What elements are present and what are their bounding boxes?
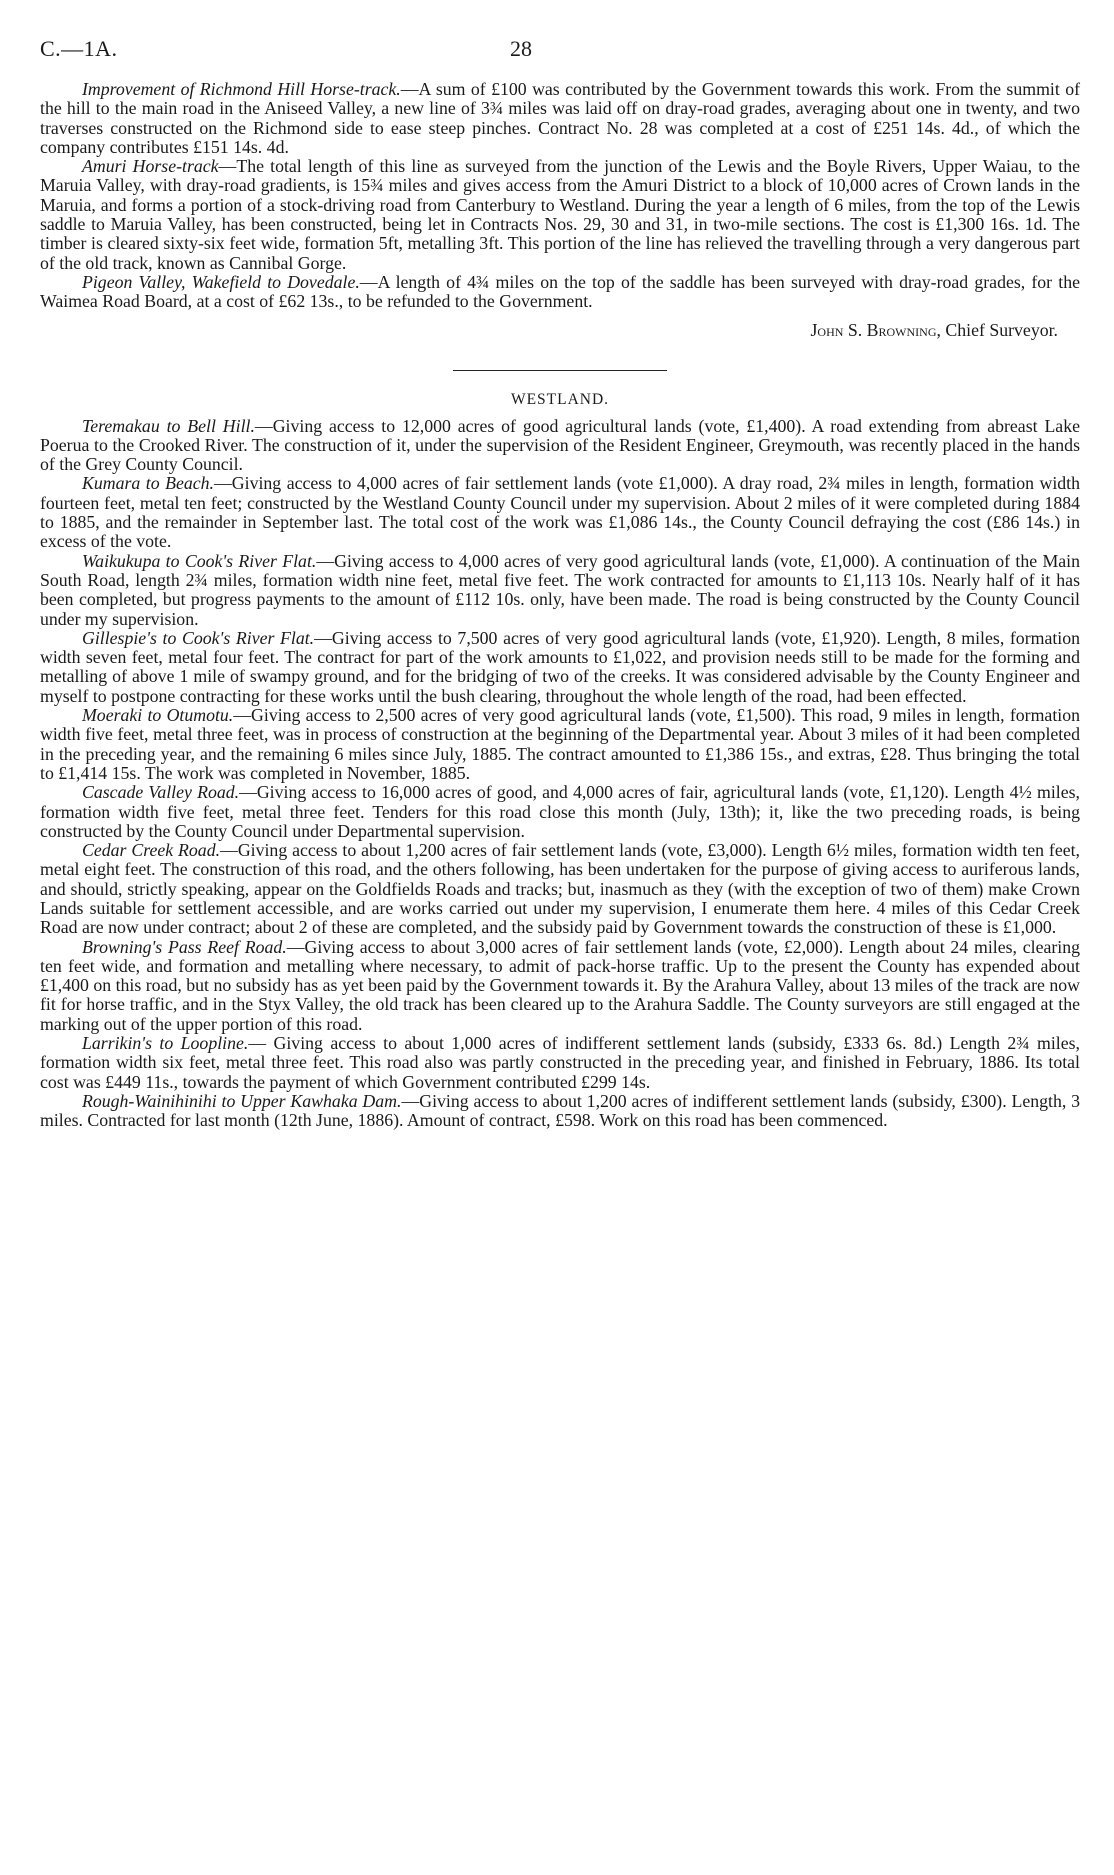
paragraph-title: Moeraki to Otumotu. [82, 705, 234, 726]
paragraph-title: Rough-Wainihinihi to Upper Kawhaka Dam. [82, 1090, 402, 1111]
page-header [40, 32, 1080, 80]
paragraph-moeraki [40, 706, 1080, 783]
paragraph-amuri [40, 157, 1080, 273]
page-number: 28 [510, 36, 532, 61]
paragraph-text: — Giving access to about 1,000 acres of indifferent settlement lands (subsidy, £333 6s. 8d.) Length 2¾ miles, formation width six feet, metal three feet. This road also was partly constructed in the preceding year, and finished in February, 1886. Its total cost was £449 11s., towards the payment of which Government contributed £299 14s. [40, 1033, 1080, 1092]
paragraph-text: —Giving access to 7,500 acres of very good agricultural lands (vote, £1,920). Length, 8 miles, formation width seven feet, metal four feet. The contract for part of the work amounts to £1,022, and provision needs still to be made for the forming and metalling of above 1 mile of swampy ground, and for the bridging of two of the creeks. It was considered advisable by the County Engineer and myself to postpone contracting for these works until the bush clearing, throughout the whole length of the road, had been effected. [40, 627, 1081, 706]
paragraph-rough-wainihinihi [40, 1092, 1080, 1131]
paragraph-title: Pigeon Valley, Wakefield to Dovedale. [82, 271, 360, 292]
paragraph-title: Larrikin's to Loopline. [82, 1033, 249, 1054]
paragraph-title: Kumara to Beach. [82, 473, 215, 494]
paragraph-text: —Giving access to 4,000 acres of very good agricultural lands (vote, £1,000). A continuation of the Main South Road, length 2¾ miles, formation width nine feet, metal five feet. The work contracted for amounts to £1,113 10s. Nearly half of it has been completed, but progress payments to the amount of £112 10s. only, have been made. The road is being constructed by the County Council under my supervision. [40, 550, 1080, 629]
paragraph-pigeon-valley [40, 273, 1080, 312]
paragraph-text: —Giving access to 12,000 acres of good agricultural lands (vote, £1,400). A road extending from abreast Lake Poerua to the Crooked River. The construction of it, under the supervision of the Resident Engineer, Greymouth, was recently placed in the hands of the Grey County Council. [40, 415, 1080, 475]
paragraph-title: Improvement of Richmond Hill Horse-track. [82, 79, 401, 99]
paragraph-text: —A length of 4¾ miles on the top of the saddle has been surveyed with dray-road grades, for the Waimea Road Board, at a cost of £62 13s., to be refunded to the Government. [40, 271, 1080, 312]
document-reference: C.—1A. [40, 36, 118, 61]
paragraph-title: Teremakau to Bell Hill. [82, 415, 255, 436]
paragraph-title: Waikukupa to Cook's River Flat. [82, 550, 317, 571]
paragraph-cascade-valley [40, 783, 1080, 841]
paragraph-richmond-hill [40, 80, 1080, 157]
paragraph-teremakau [40, 417, 1080, 475]
section-divider [453, 370, 667, 371]
paragraph-larrikins [40, 1034, 1080, 1092]
paragraph-gillespies [40, 629, 1080, 706]
paragraph-title: Gillespie's to Cook's River Flat. [82, 627, 315, 648]
paragraph-title: Cedar Creek Road. [82, 840, 221, 861]
paragraph-text: —Giving access to about 3,000 acres of fair settlement lands (vote, £2,000). Length about 24 miles, clearing ten feet wide, and formation and metalling where necessary, to admit of pack-horse traffic. Up to the present the County has expended about £1,400 on this road, but no subsidy has as yet been paid by the Government towards it. By the Arahura Valley, about 13 miles of the track are now fit for horse traffic, and in the Styx Valley, the old track has been cleared up to the Arahura Saddle. The County surveyors are still engaged at the marking out of the upper portion of this road. [40, 936, 1080, 1034]
section-heading-westland: WESTLAND. [510, 390, 610, 408]
paragraph-title: Browning's Pass Reef Road. [82, 936, 287, 957]
paragraph-text: —Giving access to 2,500 acres of very good agricultural lands (vote, £1,500). This road, 9 miles in length, formation width five feet, metal three feet, was in process of construction at the beginning of the Departmental year. About 3 miles of it had been completed in the preceding year, and the remaining 6 miles since July, 1885. The contract amounted to £1,386 15s., and extras, £28. Thus bringing the total to £1,414 15s. The work was completed in November, 1885. [40, 705, 1080, 783]
paragraph-kumara [40, 474, 1080, 551]
paragraph-title: Amuri Horse-track [82, 156, 219, 177]
signature-name: John S. Browning [810, 319, 937, 340]
paragraph-text: —Giving access to 4,000 acres of fair settlement lands (vote £1,000). A dray road, 2¾ miles in length, formation width fourteen feet, metal ten feet; constructed by the Westland County Council under my supervision. About 2 miles of it were completed during 1884 to 1885, and the remainder in September last. The total cost of the work was £1,086 14s., the County Council defraying the cost (£86 14s.) in excess of the vote. [40, 473, 1081, 552]
paragraph-text: —Giving access to about 1,200 acres of fair settlement lands (vote, £3,000). Length 6½ miles, formation width ten feet, metal eight feet. The construction of this road, and the others following, has been undertaken for the purpose of giving access to auriferous lands, and should, strictly speaking, appear on the Goldfields Roads and tracks; but, inasmuch as they (with the exception of two of them) make Crown Lands suitable for settlement accessible, and are works carried out under my supervision, I enumerate them here. 4 miles of this Cedar Creek Road are now under contract; about 2 of these are completed, and the subsidy paid by Government towards the construction of these is £1,000. [40, 840, 1080, 938]
paragraph-title: Cascade Valley Road. [82, 782, 240, 803]
paragraph-text: —The total length of this line as surveyed from the junction of the Lewis and the Boyle Rivers, Upper Waiau, to the Maruia Valley, with dray-road gradients, is 15¾ miles and gives access from the Amuri District to a block of 10,000 acres of Crown lands in the Maruia, and forms a portion of a stock-driving road from Canterbury to Westland. During the year a length of 6 miles, from the top of the Lewis saddle to Maruia Valley, has been constructed, being let in Contracts Nos. 29, 30 and 31, in two-mile sections. The cost is £1,300 16s. 1d. The timber is cleared sixty-six feet wide, formation 5ft, metalling 3ft. This portion of the line has relieved the travelling through a very dangerous part of the old track, known as Cannibal Gorge. [40, 156, 1080, 273]
signature-title: , Chief Surveyor. [936, 319, 1058, 340]
paragraph-text: —Giving access to 16,000 acres of good, and 4,000 acres of fair, agricultural lands (vote, £1,120). Length 4½ miles, formation width five feet, metal three feet. Tenders for this road close this month (July, 13th); it, like the two preceding roads, is being constructed by the County Council under Departmental supervision. [40, 782, 1080, 841]
paragraph-cedar-creek [40, 841, 1080, 937]
signature [40, 320, 1080, 340]
paragraph-waikukupa [40, 552, 1080, 629]
paragraph-brownings-pass [40, 938, 1080, 1034]
document-page [40, 32, 1080, 1131]
paragraph-text: —A sum of £100 was contributed by the Government towards this work. From the summit of the hill to the main road in the Aniseed Valley, a new line of 3¾ miles was laid off on dray-road grades, averaging about one in twenty, and two traverses constructed on the Richmond side to ease steep pinches. Contract No. 28 was completed at a cost of £251 14s. 4d., of which the company contributes £151 14s. 4d. [40, 79, 1081, 157]
paragraph-text: —Giving access to about 1,200 acres of indifferent settlement lands (subsidy, £300). Length, 3 miles. Contracted for last month (12th June, 1886). Amount of contract, £598. Work on this road has been commenced. [40, 1090, 1080, 1131]
